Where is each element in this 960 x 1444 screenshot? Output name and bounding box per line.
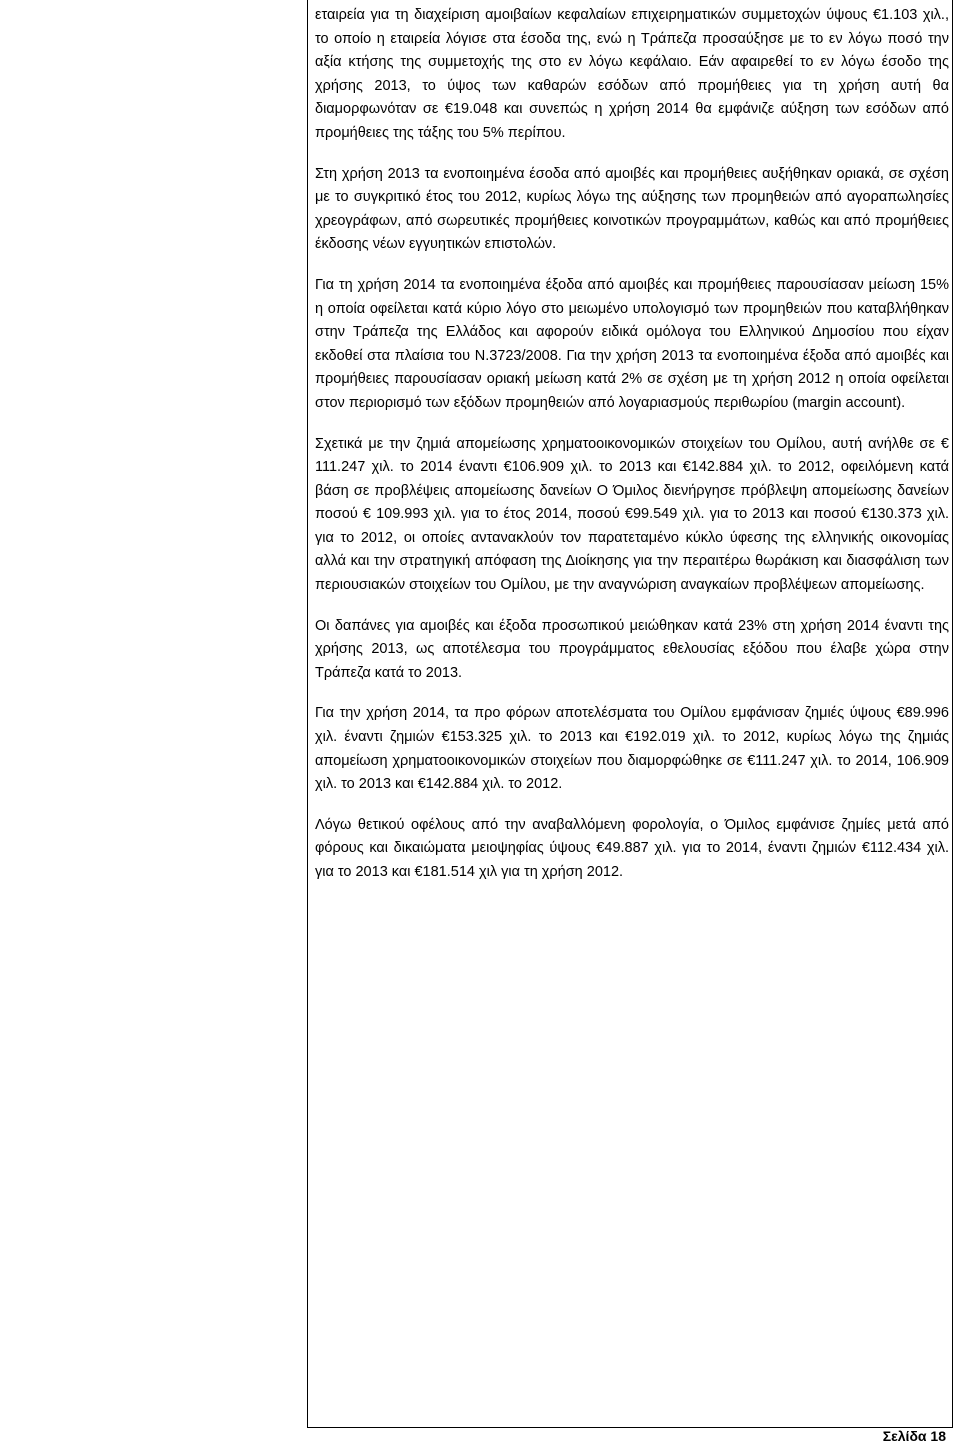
paragraph-fee-income-2013: Στη χρήση 2013 τα ενοποιημένα έσοδα από αμοιβές και προμήθειες αυξήθηκαν οριακά, σε σχέση με το συγκριτικό έτος του 2012, κυρίως λόγω της αύξησης των προμηθειών από αγοραπωλησίες χρεογράφων, από σωρευτικές προμήθειες κοινοτικών προγραμμάτων, καθώς και από προμήθειες έκδοσης νέων εγγυητικών επιστολών. — [315, 165, 949, 253]
document-body — [315, 4, 949, 902]
paragraph-aftertax-results: Λόγω θετικού οφέλους από την αναβαλλόμενη φορολογία, ο Όμιλος εμφάνισε ζημίες μετά από φόρους και δικαιώματα μειοψηφίας ύψους €49.887 χιλ. για το 2014, έναντι ζημιών €112.434 χιλ. για το 2013 και €181.514 χιλ για τη χρήση 2012. — [315, 816, 949, 880]
footer-divider — [307, 1427, 953, 1428]
page-number: Σελίδα 18 — [882, 1428, 946, 1444]
paragraph-fee-expenses: Για τη χρήση 2014 τα ενοποιημένα έξοδα από αμοιβές και προμήθειες παρουσίασαν μείωση 15% η οποία οφείλεται κατά κύριο λόγο στο μειωμένο υπολογισμό των προμηθειών που καταβλήθηκαν στην Τράπεζα της Ελλάδος και αφορούν ειδικά ομόλογα του Ελληνικού Δημοσίου που είχαν εκδοθεί στα πλαίσια του Ν.3723/2008. Για την χρήση 2013 τα ενοποιημένα έξοδα από αμοιβές και προμήθειες παρουσίασαν οριακή μείωση κατά 2% σε σχέση με τη χρήση 2012 η οποία οφείλεται στον περιορισμό των εξόδων προμηθειών από λογαριασμούς περιθωρίου (margin account). — [315, 276, 949, 411]
paragraph-staff-costs: Οι δαπάνες για αμοιβές και έξοδα προσωπικού μειώθηκαν κατά 23% στη χρήση 2014 έναντι της χρήσης 2013, ως αποτέλεσμα του προγράμματος εθελουσίας εξόδου που έλαβε χώρα στην Τράπεζα κατά το 2013. — [315, 617, 949, 681]
paragraph-impairment-losses: Σχετικά με την ζημιά απομείωσης χρηματοοικονομικών στοιχείων του Ομίλου, αυτή ανήλθε σε € 111.247 χιλ. το 2014 έναντι €106.909 χιλ. το 2013 και €142.884 χιλ. το 2012, οφειλόμενη κατά βάση σε προβλέψεις απομείωσης δανείων Ο Όμιλος διενήργησε πρόβλεψη απομείωσης δανείων ποσού € 109.993 χιλ. για το έτος 2014, ποσού €99.549 χιλ. για το 2013 και ποσού €130.373 χιλ. για το 2012, οι οποίες αντανακλούν τον παρατεταμένο κύκλο ύφεσης της ελληνικής οικονομίας αλλά και την στρατηγική απόφαση της Διοίκησης για την περαιτέρω θωράκιση και διασφάλιση των περιουσιακών στοιχείων του Ομίλου, με την αναγνώριση αναγκαίων προβλέψεων απομείωσης. — [315, 435, 949, 594]
paragraph-pretax-results: Για την χρήση 2014, τα προ φόρων αποτελέσματα του Ομίλου εμφάνισαν ζημιές ύψους €89.996 χιλ. έναντι ζημιών €153.325 χιλ. το 2013 και €192.019 χιλ. το 2012, κυρίως λόγω της ζημιάς απομείωση χρηματοοικονομικών στοιχείων που διαμορφώθηκε σε €111.247 χιλ. το 2014, 106.909 χιλ. το 2013 και €142.884 χιλ. το 2012. — [315, 705, 949, 793]
paragraph-fee-income-carryover: εταιρεία για τη διαχείριση αμοιβαίων κεφαλαίων επιχειρηματικών συμμετοχών ύψους €1.103 χιλ., το οποίο η εταιρεία λόγισε στα έσοδα της, ενώ η Τράπεζα προσαύξησε με το εν λόγω ποσό την αξία κτήσης της συμμετοχής της στο εν λόγω κεφάλαιο. Εάν αφαιρεθεί το εν λόγω έσοδο της χρήσης 2013, το ύψος των καθαρών εσόδων από προμήθειες για τη χρήση αυτή θα διαμορφωνόταν σε €19.048 και συνεπώς η χρήση 2014 θα εμφάνιζε αύξηση των εσόδων από προμήθειες της τάξης του 5% περίπου. — [315, 7, 949, 141]
